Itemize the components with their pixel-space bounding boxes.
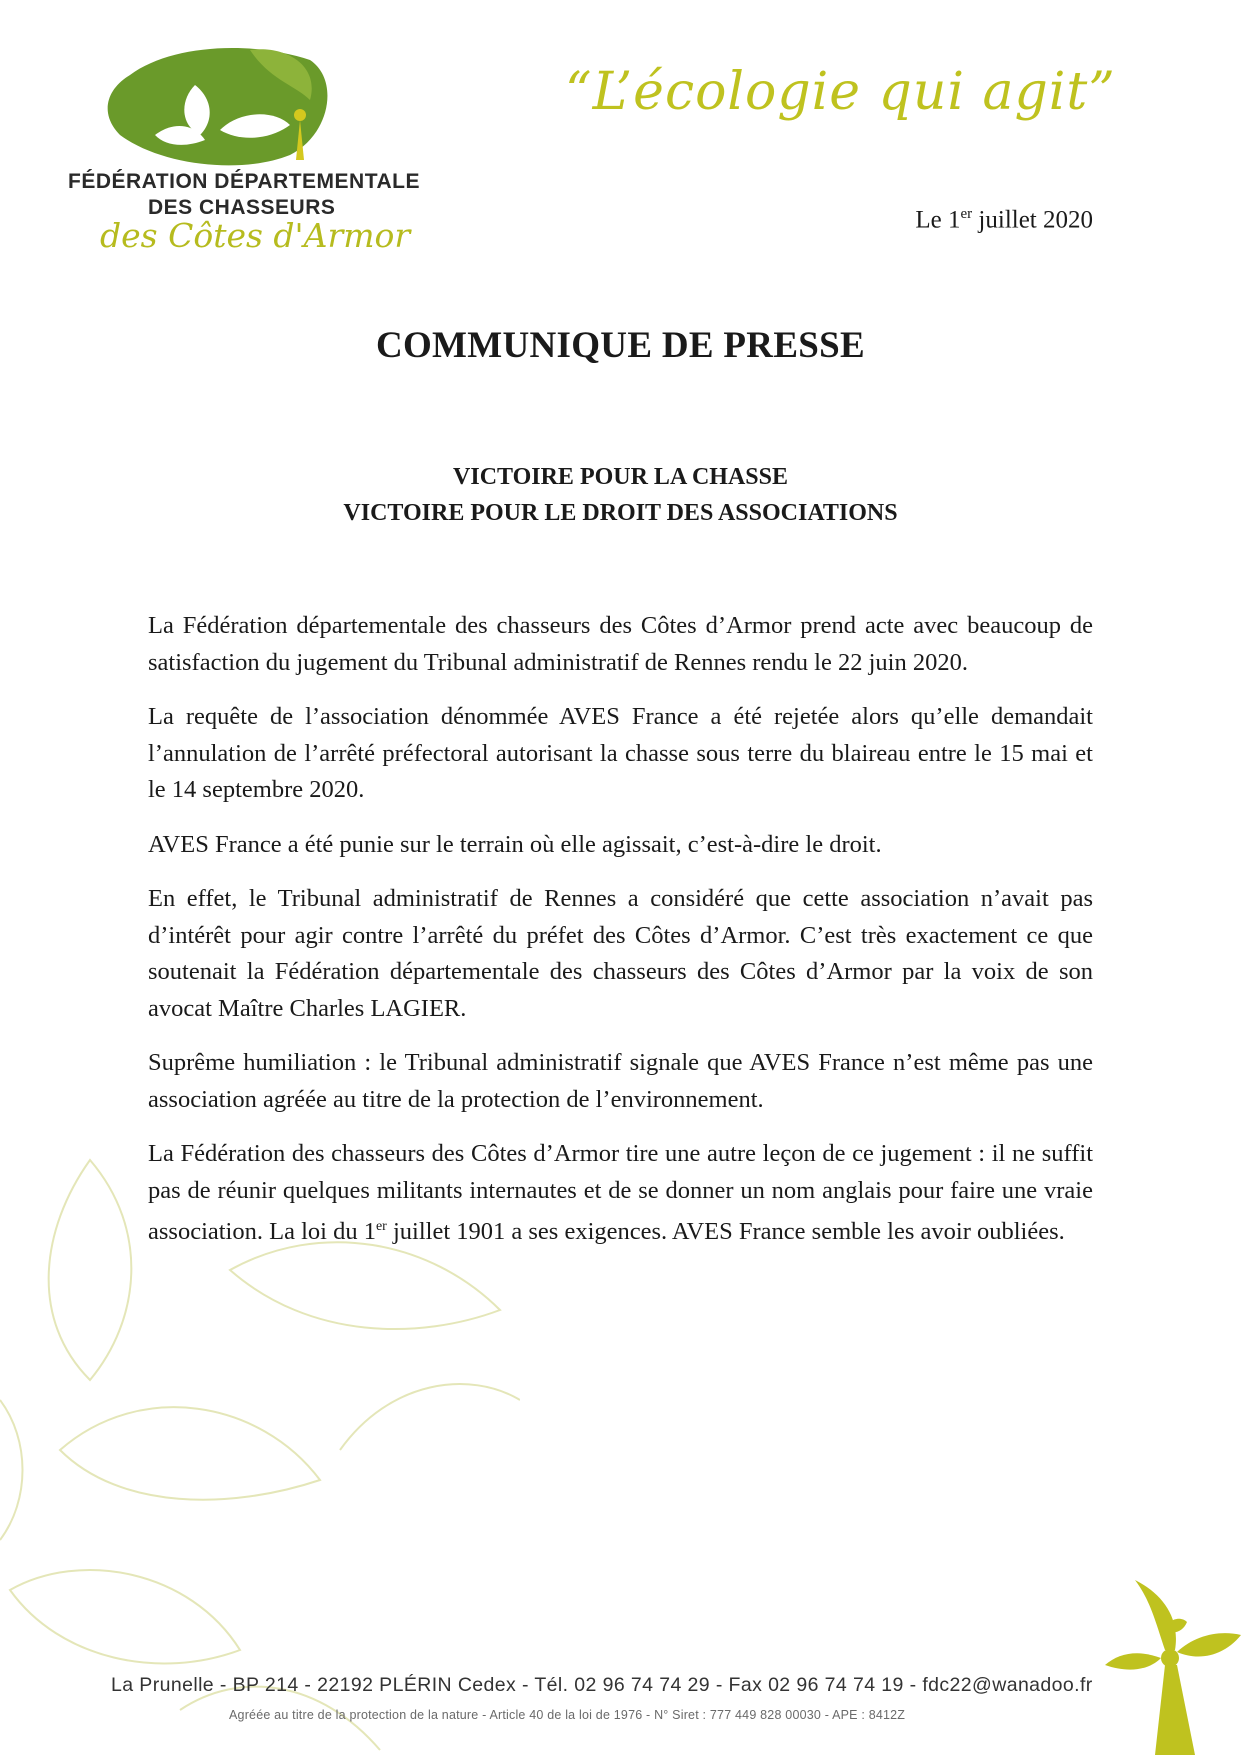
body-paragraph: La requête de l’association dénommée AVES France a été rejetée alors qu’elle demandait l’annulation de l’arrêté préfectoral autorisant la chasse sous terre du blaireau entre le 15 mai et le 14 septembre 2020. <box>148 703 1093 803</box>
logo-script-text: des Côtes d'Armor <box>100 216 411 255</box>
body-paragraph-last: La Fédération des chasseurs des Côtes d’Armor tire une autre leçon de ce jugement : il ne suffit pas de réunir quelques militants internautes et de se donner un nom anglais pour faire une vraie association. La loi du 1er juillet 1901 a ses exigences. AVES France semble les avoir oubliées. <box>148 1140 1093 1246</box>
federation-logo-icon <box>100 40 350 170</box>
subtitle-line1: VICTOIRE POUR LA CHASSE <box>453 464 788 490</box>
footer-legal: Agréée au titre de la protection de la nature - Article 40 de la loi de 1976 - N° Siret : 777 449 828 00030 - APE : 8412Z <box>229 1708 906 1722</box>
body-paragraph: AVES France a été punie sur le terrain où elle agissait, c’est-à-dire le droit. <box>148 830 882 858</box>
document-date: Le 1er juillet 2020 <box>915 206 1093 234</box>
body-paragraph: En effet, le Tribunal administratif de Rennes a considéré que cette association n’avait pas d’intérêt pour agir contre l’arrêté du préfet des Côtes d’Armor. C’est très exactement ce que soutenait la Fédération départementale des chasseurs des Côtes d’Armor par la voix de son avocat Maître Charles LAGIER. <box>148 885 1093 1022</box>
body-paragraph: Suprême humiliation : le Tribunal administratif signale que AVES France n’est même pas une association agréée au titre de la protection de l’environnement. <box>148 1049 1093 1113</box>
page-title: COMMUNIQUE DE PRESSE <box>375 325 866 366</box>
logo-text-line2: DES CHASSEURS <box>148 196 336 219</box>
press-release-body <box>148 608 1093 1269</box>
logo-text-line1: FÉDÉRATION DÉPARTEMENTALE <box>68 170 420 193</box>
body-paragraph: La Fédération départementale des chasseurs des Côtes d’Armor prend acte avec beaucoup de satisfaction du jugement du Tribunal administratif de Rennes rendu le 22 juin 2020. <box>148 612 1093 676</box>
footer-contact: La Prunelle - BP 214 - 22192 PLÉRIN Cedex - Tél. 02 96 74 74 29 - Fax 02 96 74 74 19 - fdc22@wanadoo.fr <box>111 1674 1093 1696</box>
tagline: “L’écologie qui agit” <box>565 62 1116 122</box>
subtitle-line2: VICTOIRE POUR LE DROIT DES ASSOCIATIONS <box>343 500 898 526</box>
hermine-icon <box>1095 1580 1241 1755</box>
